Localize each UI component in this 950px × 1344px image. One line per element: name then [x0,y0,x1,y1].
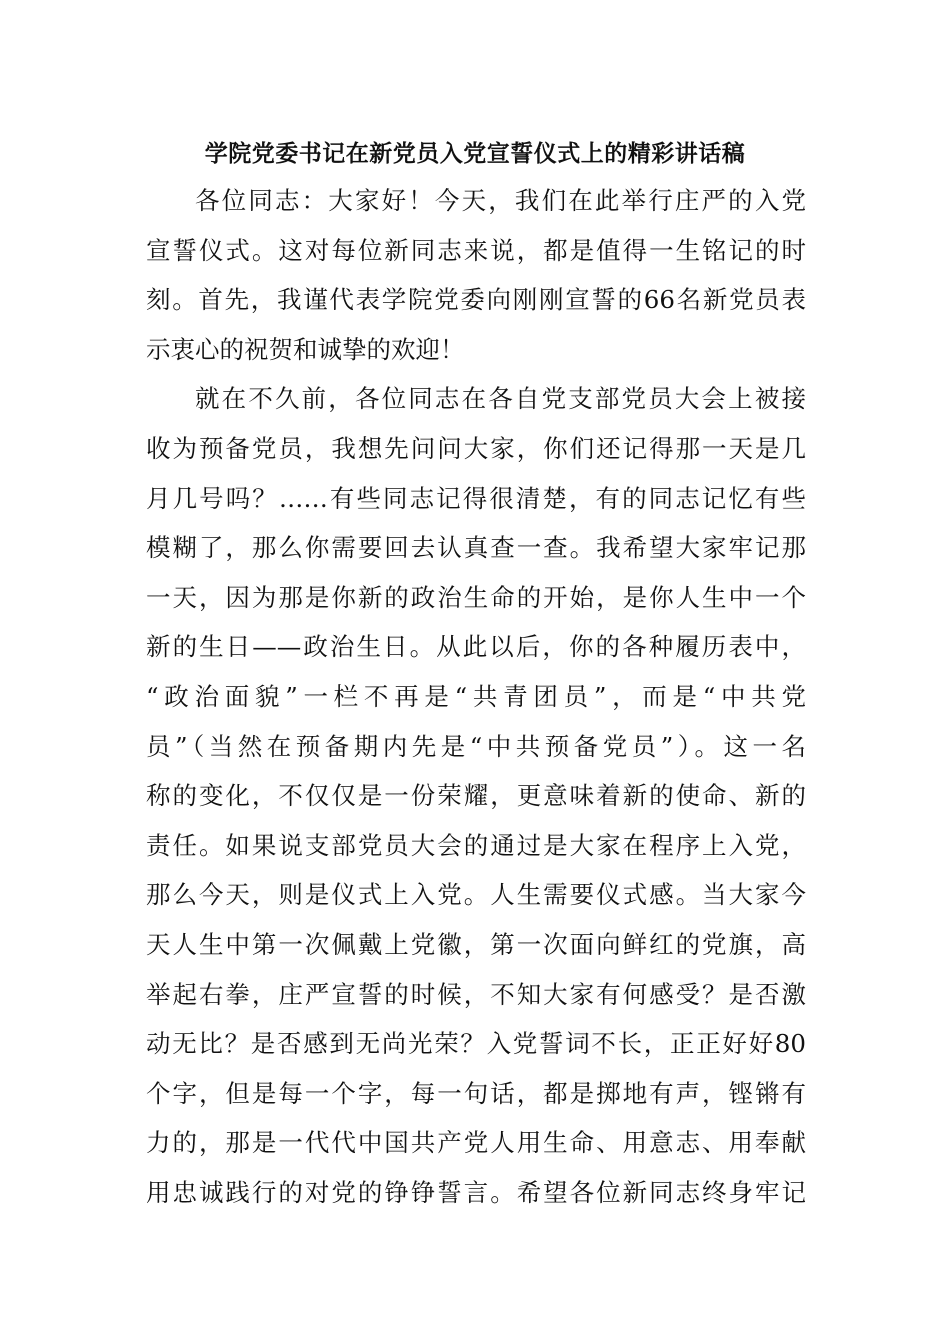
text-line: 员”（当然在预备期内先是“中共预备党员”）。这一名 [146,731,806,761]
text-line: 宣誓仪式。这对每位新同志来说，都是值得一生铭记的时 [146,235,806,265]
text-line: 举起右拳，庄严宣誓的时候，不知大家有何感受？是否激 [146,979,806,1009]
text-line: 称的变化，不仅仅是一份荣耀，更意味着新的使命、新的 [146,781,806,811]
text-line: 那么今天，则是仪式上入党。人生需要仪式感。当大家今 [146,880,806,910]
text-line: 天人生中第一次佩戴上党徽，第一次面向鲜红的党旗，高 [146,929,806,959]
text-line: 模糊了，那么你需要回去认真查一查。我希望大家牢记那 [146,533,806,563]
text-line: 力的，那是一代代中国共产党人用生命、用意志、用奉献 [146,1128,806,1158]
text-line: 用忠诚践行的对党的铮铮誓言。希望各位新同志终身牢记 [146,1177,806,1207]
text-line: 各位同志：大家好！今天，我们在此举行庄严的入党 [195,186,806,215]
text-line: “政治面貌”一栏不再是“共青团员”，而是“中共党 [146,681,806,711]
text-line: 就在不久前，各位同志在各自党支部党员大会上被接 [195,384,806,414]
text-line: 收为预备党员，我想先问问大家，你们还记得那一天是几 [146,433,806,463]
text-line: 责任。如果说支部党员大会的通过是大家在程序上入党， [146,830,806,860]
text-line: 月几号吗？……有些同志记得很清楚，有的同志记忆有些 [146,483,806,513]
text-line: 刻。首先，我谨代表学院党委向刚刚宣誓的66名新党员表 [146,285,806,315]
text-line: 个字，但是每一个字，每一句话，都是掷地有声，铿锵有 [146,1078,806,1108]
text-line: 一天，因为那是你新的政治生命的开始，是你人生中一个 [146,582,806,612]
paragraph-2 [146,381,806,1224]
paragraph-1 [146,183,806,381]
text-line: 新的生日——政治生日。从此以后，你的各种履历表中， [146,632,806,662]
document-title: 学院党委书记在新党员入党宣誓仪式上的精彩讲话稿 [204,140,746,167]
text-line: 示衷心的祝贺和诚挚的欢迎！ [146,334,465,364]
document-body [146,183,806,1224]
text-line: 动无比？是否感到无尚光荣？入党誓词不长，正正好好80 [146,1029,806,1059]
